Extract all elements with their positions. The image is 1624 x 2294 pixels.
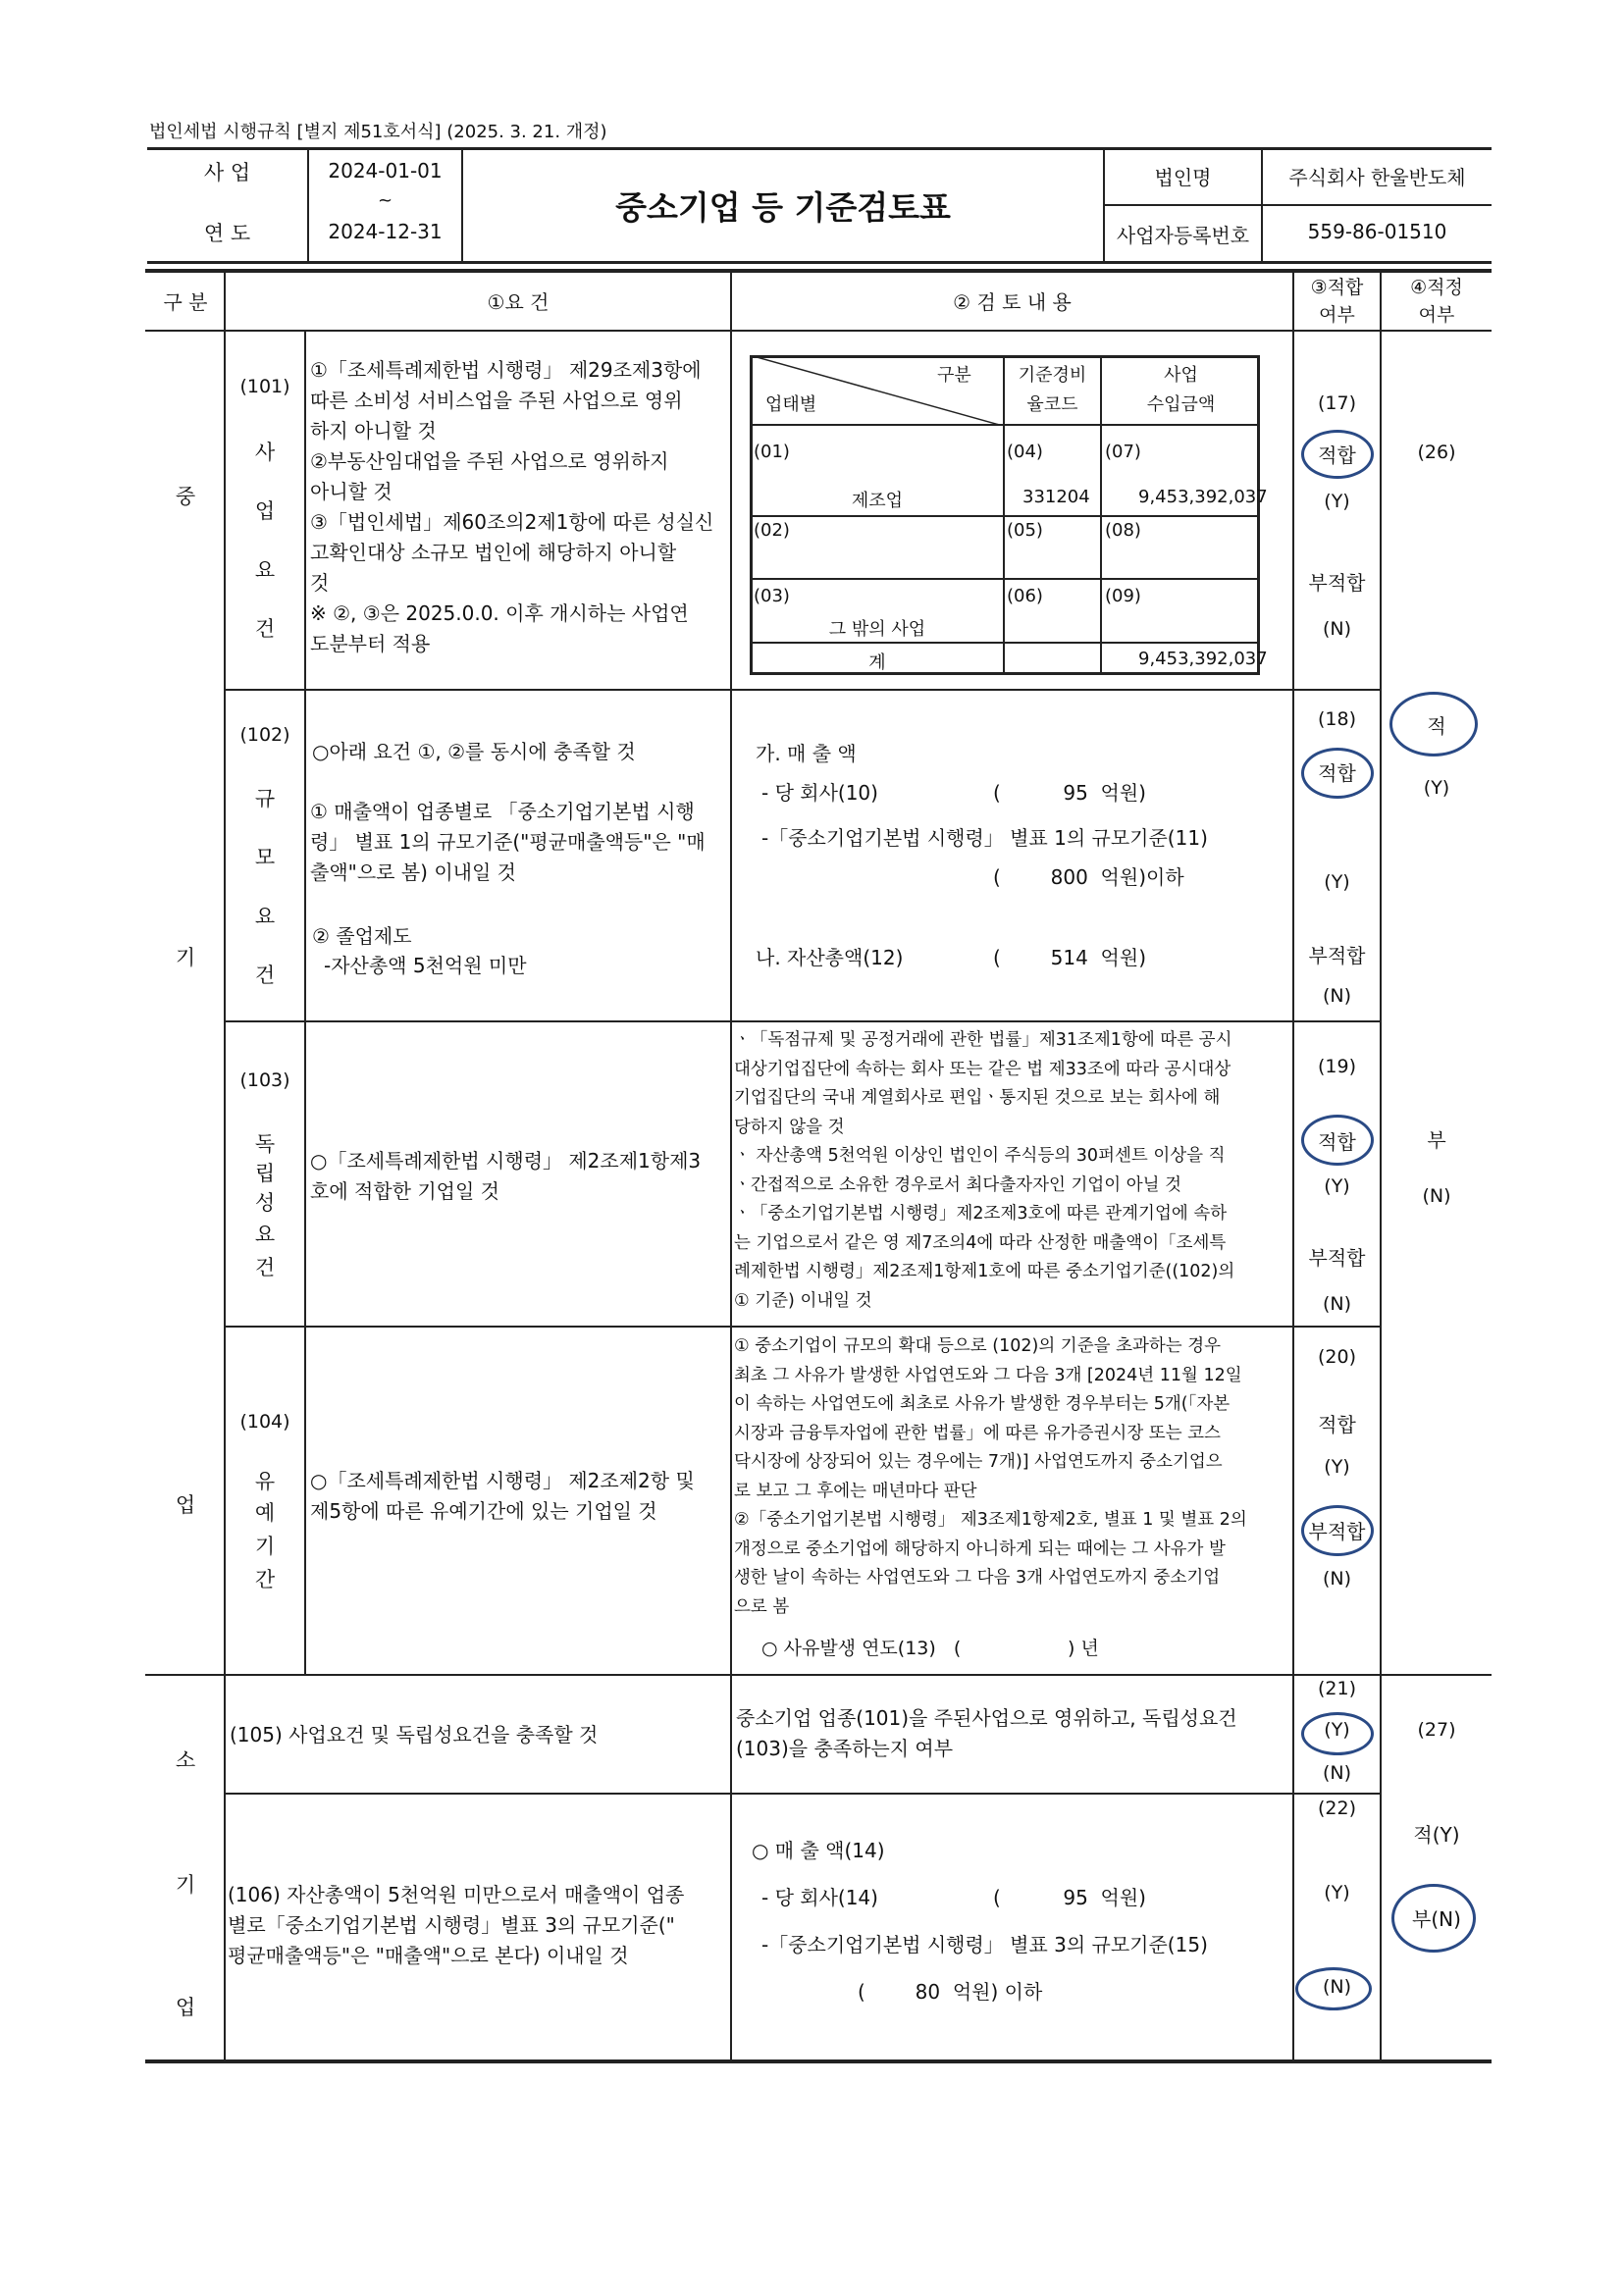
year-label-bottom: 연 도 (203, 222, 251, 245)
inner-col-amount-bottom: 수입금액 (1146, 394, 1216, 415)
inner-row1-no: (01) (754, 442, 790, 462)
inner-row2-code-no: (05) (1007, 520, 1043, 541)
header-bottom-rule (147, 261, 1492, 264)
row106-fit-no-code: (N) (1322, 1976, 1352, 1998)
row101-requirement (310, 355, 730, 659)
row104-review-line: 최초 그 사유가 발생한 사업연도와 그 다음 3개 [2024년 11월 12일 (734, 1365, 1242, 1385)
row102-fit-no: (18) (1317, 708, 1356, 730)
inner-row3-amt-no: (09) (1105, 586, 1141, 606)
row102-sales-title: 가. 매 출 액 (756, 742, 857, 765)
row104-fit-no-code: (N) (1322, 1568, 1352, 1590)
inner-col-code-bottom: 율코드 (1026, 394, 1078, 415)
row104-review-line: 시장과 금융투자업에 관한 법률」에 따른 유가증권시장 또는 코스 (734, 1423, 1221, 1443)
row103-req-line: 호에 적합한 기업일 것 (310, 1179, 499, 1203)
row106-company-value: ( 95 억원) (993, 1886, 1146, 1909)
row106-standard-label: -「중소기업기본법 시행령」 별표 3의 규모기준(15) (761, 1933, 1208, 1956)
row105-fit-no: (21) (1317, 1678, 1356, 1699)
row103-review-line: 례제한법 시행령」제2조제1항제1호에 따른 중소기업기준((102)의 (734, 1262, 1235, 1281)
row101-fit-yes: 적합 (1318, 443, 1356, 467)
row102-fit-no-code: (N) (1322, 985, 1352, 1007)
row101-req-line: 아니할 것 (310, 480, 393, 503)
row102-label-1: 규 (254, 787, 276, 810)
row-sep-102 (225, 1020, 1381, 1022)
biz-no-label: 사업자등록번호 (1116, 224, 1250, 247)
period-end: 2024-12-31 (328, 220, 443, 243)
row105-fit-yes-code: (Y) (1324, 1719, 1350, 1741)
sme-proper-yes: 적 (1427, 714, 1446, 738)
row103-review-line: 는 기업으로서 같은 영 제7조의4에 따라 산정한 매출액이「조세특 (734, 1232, 1227, 1253)
inner-row1-code: 331204 (1022, 487, 1090, 507)
small-proper-no-label: 부(N) (1412, 1907, 1461, 1931)
row103-review-line: 당하지 않을 것 (734, 1117, 845, 1137)
biz-no: 559-86-01510 (1307, 220, 1447, 243)
row101-label-3: 요 (254, 558, 276, 582)
row-sep-104 (145, 1674, 1492, 1676)
header-top-rule (147, 147, 1492, 150)
row103-label-5: 건 (254, 1256, 276, 1279)
row104-label-2: 예 (254, 1501, 276, 1525)
row106-company-label: - 당 회사(14) (761, 1886, 878, 1909)
row104-label-1: 유 (254, 1470, 276, 1493)
col-header-fit-bottom: 여부 (1319, 304, 1355, 326)
row105-fit-no-code: (N) (1322, 1762, 1352, 1784)
row103-review-line: ㆍ 자산총액 5천억원 이상인 법인이 주식등의 30퍼센트 이상을 직 (734, 1146, 1226, 1166)
row101-fit-yes-circle (1301, 430, 1374, 479)
category-small-char-2: 기 (175, 1873, 196, 1897)
inner-row3-name: 그 밖의 사업 (828, 619, 926, 640)
row102-req-item2: ② 졸업제도 (312, 924, 412, 948)
row104-fit-yes: 적합 (1318, 1413, 1356, 1436)
col-header-category: 구 분 (163, 290, 208, 314)
inner-row2-amt-no: (08) (1105, 520, 1141, 541)
row103-review-line: ㆍ「중소기업기본법 시행령」제2조제3호에 따른 관계기업에 속하 (734, 1204, 1228, 1224)
small-proper-no: (27) (1417, 1719, 1456, 1741)
table-top-rule (145, 269, 1492, 273)
row102-company-value: ( 95 억원) (993, 781, 1146, 805)
inner-hline-1 (750, 424, 1260, 426)
year-label-top: 사 업 (203, 161, 251, 184)
row103-review-line: ㆍ간접적으로 소유한 경우로서 최다출자자인 기업이 아닐 것 (734, 1174, 1181, 1195)
row102-req-intro: ○아래 요건 ①, ②를 동시에 충족할 것 (312, 740, 636, 763)
row106-fit-no: (22) (1317, 1798, 1356, 1819)
inner-row1-code-no: (04) (1007, 442, 1043, 462)
inner-diag-top: 구분 (937, 365, 971, 386)
inner-col-amount-top: 사업 (1164, 365, 1198, 386)
row-sep-101 (225, 689, 1381, 691)
row105-review (736, 1703, 1291, 1764)
inner-row3-no: (03) (754, 586, 790, 606)
row104-review (734, 1332, 1291, 1622)
row103-fit-no-code: (N) (1322, 1293, 1352, 1315)
row103-review-line: 기업집단의 국내 계열회사로 편입ㆍ통지된 것으로 보는 회사에 해 (734, 1088, 1221, 1108)
row105-review-line: 중소기업 업종(101)을 주된사업으로 영위하고, 독립성요건 (736, 1706, 1237, 1730)
row103-label-2: 립 (254, 1162, 276, 1185)
row104-review-line: 닥시장에 상장되어 있는 경우에는 7개)] 사업연도까지 중소기업으 (734, 1452, 1223, 1472)
col-header-proper-top: ④적정 (1410, 277, 1463, 298)
row106-req-line: 별로「중소기업기본법 시행령」별표 3의 규모기준(" (228, 1913, 675, 1937)
inner-hline-4 (750, 642, 1260, 644)
col-header-proper-bottom: 여부 (1418, 304, 1455, 326)
row104-review-line: 생한 날이 속하는 사업연도와 그 다음 3개 사업연도까지 중소기업 (734, 1568, 1221, 1588)
row104-fit-no: (20) (1317, 1346, 1356, 1368)
row101-req-line: 것 (310, 571, 330, 595)
row102-fit-yes-circle (1301, 748, 1374, 799)
row101-req-line: ②부동산임대업을 주된 사업으로 영위하지 (310, 449, 669, 473)
row102-asset-value: ( 514 억원) (993, 946, 1146, 969)
row102-req-line: 출액"으로 봄) 이내일 것 (310, 860, 516, 884)
row102-req-item2-sub: -자산총액 5천억원 미만 (324, 954, 527, 977)
row104-review-line: ②「중소기업기본법 시행령」 제3조제1항제2호, 별표 1 및 별표 2의 (734, 1510, 1247, 1530)
corp-name-label: 법인명 (1154, 166, 1212, 189)
row103-req-line: ○「조세특례제한법 시행령」 제2조제1항제3 (310, 1149, 702, 1173)
col-header-fit-top: ③적합 (1310, 277, 1364, 298)
row106-standard-value: ( 80 억원) 이하 (858, 1980, 1043, 2004)
inner-col-code-top: 기준경비 (1018, 365, 1087, 386)
col-header-review: ② 검 토 내 용 (953, 290, 1072, 314)
category-sme-char-3: 업 (175, 1493, 196, 1517)
row101-fit-no-label: 부적합 (1308, 571, 1366, 595)
col-header-requirement: ①요 건 (487, 290, 550, 314)
row101-fit-yes-code: (Y) (1324, 491, 1350, 512)
row101-label-2: 업 (254, 499, 276, 523)
row102-label-3: 요 (254, 905, 276, 928)
inner-row1-amt-no: (07) (1105, 442, 1141, 462)
category-sme-char-2: 기 (175, 946, 196, 969)
row104-label-4: 간 (254, 1568, 276, 1591)
inner-row3-code-no: (06) (1007, 586, 1043, 606)
row104-review-line: 로 보고 그 후에는 매년마다 판단 (734, 1481, 977, 1501)
sme-proper-no-code: (N) (1422, 1185, 1451, 1207)
small-proper-yes: 적(Y) (1413, 1823, 1460, 1847)
row102-req-item1 (310, 797, 730, 888)
table-bottom-rule (145, 2059, 1492, 2063)
row103-label-4: 요 (254, 1223, 276, 1246)
row-sep-103 (225, 1326, 1381, 1328)
inner-row1-name: 제조업 (851, 491, 904, 511)
row101-req-line: 하지 아니할 것 (310, 419, 437, 443)
row102-standard-label: -「중소기업기본법 시행령」 별표 1의 규모기준(11) (761, 826, 1208, 850)
row102-label-2: 모 (254, 846, 276, 869)
row104-review-line: 이 속하는 사업연도에 최초로 사유가 발생한 경우부터는 5개(「자본 (734, 1394, 1231, 1414)
row101-req-line: ※ ②, ③은 2025.0.0. 이후 개시하는 사업연 (310, 601, 689, 625)
row104-label-3: 기 (254, 1535, 276, 1558)
row101-req-line: 도분부터 적용 (310, 632, 431, 655)
row103-requirement (310, 1146, 730, 1207)
row103-review-line: ① 기준) 이내일 것 (734, 1290, 872, 1311)
inner-hline-3 (750, 578, 1260, 580)
period-start: 2024-01-01 (328, 159, 443, 182)
row106-sales-title: ○ 매 출 액(14) (752, 1839, 885, 1862)
row101-code: (101) (239, 376, 290, 397)
row101-fit-no-code: (N) (1322, 618, 1352, 640)
row106-fit-no-circle (1295, 1967, 1372, 2010)
row102-req-line: 령」 별표 1의 규모기준("평균매출액등"은 "매 (310, 830, 706, 854)
sme-proper-no-label: 부 (1427, 1128, 1446, 1152)
inner-diag-bottom: 업태별 (765, 394, 817, 415)
page-title: 중소기업 등 기준검토표 (615, 188, 951, 227)
col-line-2 (304, 331, 306, 1675)
row105-requirement: (105) 사업요건 및 독립성요건을 충족할 것 (230, 1723, 599, 1747)
row101-fit-no: (17) (1317, 392, 1356, 414)
row103-fit-yes: 적합 (1318, 1130, 1356, 1154)
row101-label-1: 사 (254, 441, 276, 464)
row102-standard-value: ( 800 억원)이하 (993, 865, 1184, 889)
row106-req-line: 평균매출액등"은 "매출액"으로 본다) 이내일 것 (228, 1944, 629, 1967)
row102-fit-no-label: 부적합 (1308, 944, 1366, 967)
header-mid-rule (1104, 204, 1492, 206)
period-tilde: ~ (377, 190, 393, 211)
row102-fit-yes-code: (Y) (1324, 871, 1350, 893)
category-sme-char-1: 중 (175, 485, 196, 508)
row103-review (734, 1026, 1291, 1316)
row106-requirement (228, 1880, 730, 1971)
row104-requirement (310, 1466, 730, 1527)
row104-review-line: ① 중소기업이 규모의 확대 등으로 (102)의 기준을 초과하는 경우 (734, 1336, 1222, 1356)
row105-review-line: (103)을 충족하는지 여부 (736, 1737, 954, 1760)
row102-code: (102) (239, 724, 290, 746)
category-small-char-3: 업 (175, 1996, 196, 2019)
row105-fit-yes-circle (1301, 1712, 1374, 1755)
inner-row2-no: (02) (754, 520, 790, 541)
row101-req-line: 고확인대상 소규모 법인에 해당하지 아니할 (310, 541, 677, 564)
row106-req-line: (106) 자산총액이 5천억원 미만으로서 매출액이 업종 (228, 1883, 685, 1906)
row103-code: (103) (239, 1069, 290, 1091)
row-sep-105 (225, 1793, 1381, 1795)
row103-label-1: 독 (254, 1132, 276, 1156)
row103-fit-yes-circle (1301, 1115, 1374, 1166)
row103-fit-no-label: 부적합 (1308, 1246, 1366, 1270)
row101-req-line: 따른 소비성 서비스업을 주된 사업으로 영위 (310, 389, 683, 412)
corp-name: 주식회사 한울반도체 (1288, 166, 1466, 189)
row104-fit-no-label: 부적합 (1308, 1520, 1366, 1543)
row104-req-line: 제5항에 따른 유예기간에 있는 기업일 것 (310, 1499, 657, 1523)
inner-row1-amount: 9,453,392,037 (1138, 487, 1268, 507)
row103-review-line: 대상기업집단에 속하는 회사 또는 같은 법 제33조에 따라 공시대상 (734, 1059, 1231, 1079)
row104-fit-yes-code: (Y) (1324, 1456, 1350, 1478)
sme-proper-yes-circle (1389, 692, 1478, 756)
inner-total-label: 계 (868, 652, 886, 673)
row102-company-label: - 당 회사(10) (761, 781, 878, 805)
sme-proper-no: (26) (1417, 442, 1456, 463)
row104-reason-year: ○ 사유발생 연도(13) ( ) 년 (761, 1638, 1099, 1659)
row103-review-line: ㆍ「독점규제 및 공정거래에 관한 법률」제31조제1항에 따른 공시 (734, 1030, 1232, 1050)
row104-review-line: 으로 봄 (734, 1596, 790, 1617)
row104-req-line: ○「조세특례제한법 시행령」 제2조제2항 및 (310, 1469, 695, 1492)
small-proper-no-circle (1391, 1884, 1476, 1953)
form-reference: 법인세법 시행규칙 [별지 제51호서식] (2025. 3. 21. 개정) (149, 122, 607, 142)
col-header-rule (145, 330, 1492, 332)
row102-label-4: 건 (254, 964, 276, 987)
row104-review-line: 개정으로 중소기업에 해당하지 아니하게 되는 때에는 그 사유가 발 (734, 1538, 1226, 1559)
category-small-char-1: 소 (175, 1748, 196, 1772)
row103-fit-yes-code: (Y) (1324, 1175, 1350, 1197)
row101-label-4: 건 (254, 617, 276, 641)
sme-proper-yes-code: (Y) (1423, 777, 1450, 799)
row101-req-line: ①「조세특례제한법 시행령」 제29조제3항에 (310, 358, 702, 382)
inner-total-amount: 9,453,392,037 (1138, 649, 1268, 669)
row104-fit-no-circle (1301, 1505, 1374, 1556)
row103-fit-no: (19) (1317, 1056, 1356, 1077)
row103-label-3: 성 (254, 1191, 276, 1215)
row101-req-line: ③「법인세법」제60조의2제1항에 따른 성실신 (310, 510, 714, 534)
row102-fit-yes: 적합 (1318, 761, 1356, 785)
row104-code: (104) (239, 1411, 290, 1433)
row102-req-line: ① 매출액이 업종별로 「중소기업기본법 시행 (310, 800, 695, 823)
row106-fit-yes-code: (Y) (1324, 1882, 1350, 1903)
row102-asset-label: 나. 자산총액(12) (756, 946, 904, 969)
inner-hline-2 (750, 515, 1260, 517)
